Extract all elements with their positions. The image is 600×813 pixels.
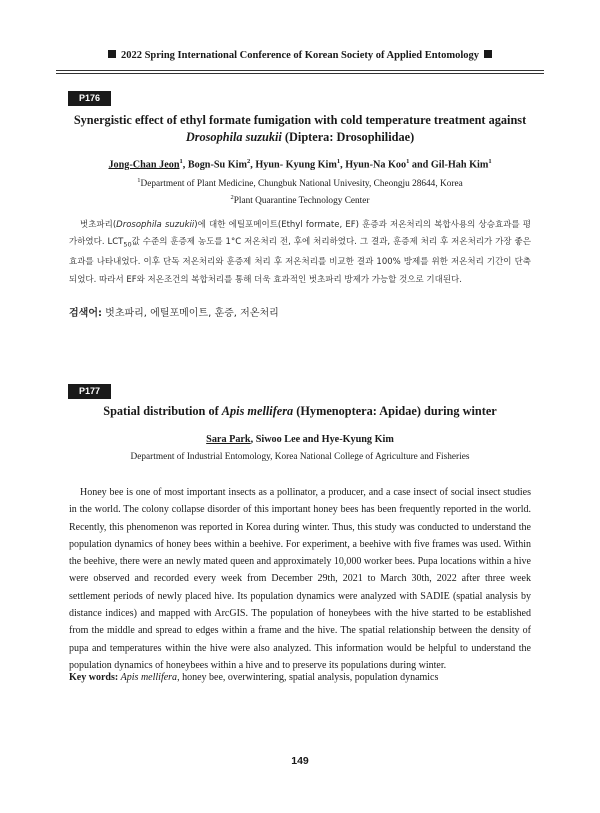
author-name: Hyun- Kyung Kim — [255, 159, 337, 171]
author-name: Hyun-Na Koo — [345, 159, 407, 171]
header-rule-top — [56, 70, 544, 71]
author-separator: , — [250, 159, 256, 171]
author-name: Bogn-Su Kim — [187, 159, 247, 171]
author-affil-mark: 2 — [247, 158, 251, 165]
abstract-species: Drosophila suzukii — [116, 220, 195, 230]
keywords-species: Apis mellifera — [120, 672, 178, 683]
conference-title: 2022 Spring International Conference of Korean Society of Applied Entomology — [120, 50, 480, 61]
author-names-rest: , Siwoo Lee and Hye-Kyung Kim — [250, 434, 394, 445]
p176-title-species: Drosophila suzukii — [185, 130, 282, 144]
square-bullet-icon — [484, 50, 492, 58]
keywords-text: 벗초파리, 에틸포메이트, 훈증, 저온처리 — [101, 308, 279, 319]
author-separator: , — [182, 159, 188, 171]
p177-title-rest: (Hymenoptera: Apidae) during winter — [293, 404, 497, 418]
p177-keywords — [69, 672, 531, 683]
abstract-text: 벗초파리( — [80, 220, 117, 230]
abstract-text: 값 수준의 훈증제 농도를 1°C 저온처리 전, 후에 처리하였다. 그 결과, 훈증제 처리 후 저온처리가 가장 좋은 효과를 나타내었다. 이후 단독 저온처리와 훈증제 처리 후 저온처리를 비교한 결과 100% 방제를 위한 저온처리 기간이 단축되었다. 따라서 EF와 저온조건의 복합처리를 통해 더욱 효과적인 벗초파리 방제가 가능할 것으로 기대된다. — [69, 237, 531, 285]
author-affil-mark: 1 — [488, 158, 492, 165]
affil-text: Department of Plant Medicine, Chungbuk National Univesity, Cheongju 28644, Korea — [140, 179, 463, 190]
p176-title-rest: (Diptera: Drosophilidae) — [281, 130, 415, 144]
abstract-subscript: 50 — [123, 240, 132, 249]
author-affil-mark: 1 — [406, 158, 410, 165]
author-affil-mark: 1 — [336, 158, 341, 165]
poster-tag-p177: P177 — [68, 384, 111, 399]
header-rule-bottom — [56, 73, 544, 74]
author-affil-mark: 1 — [179, 158, 183, 165]
abstract-text: )에 대한 에틸포메이트(Ethyl formate, EF) 훈증과 저온처리의 복합사용의 상승효과를 평가하였다. LCT — [69, 220, 531, 248]
keywords-text: , honey bee, overwintering, spatial analysis, population dynamics — [177, 672, 439, 683]
author-separator: , — [340, 159, 346, 171]
p177-authors — [56, 434, 544, 445]
p177-title-pre: Spatial distribution of — [103, 404, 222, 418]
author-name: Sara Park — [206, 434, 251, 445]
p176-title — [56, 112, 544, 146]
p176-authors — [56, 158, 544, 170]
poster-tag-p176: P176 — [68, 91, 111, 106]
author-name: Gil-Hah Kim — [430, 159, 489, 171]
p177-affiliation: Department of Industrial Entomology, Korea National College of Agriculture and Fisheries — [130, 452, 470, 462]
p176-affiliation-1 — [56, 174, 544, 191]
p176-affiliations — [56, 174, 544, 208]
p177-title-species: Apis mellifera — [221, 404, 294, 418]
keywords-label: Key words: — [69, 672, 119, 683]
author-separator: and — [409, 159, 431, 171]
author-name: Jong-Chan Jeon — [108, 159, 180, 171]
p177-abstract — [69, 484, 531, 674]
keywords-label: 검색어: — [69, 308, 102, 319]
p176-abstract — [69, 217, 531, 289]
square-bullet-icon — [108, 50, 116, 58]
affil-mark: 2 — [230, 194, 234, 202]
p176-keywords — [69, 304, 531, 319]
p176-affiliation-2 — [56, 191, 544, 208]
p176-title-line1: Synergistic effect of ethyl formate fumigation with cold temperature treatment against — [73, 113, 527, 127]
affil-text: Plant Quarantine Technology Center — [233, 196, 370, 207]
abstract-text: Honey bee is one of most important insects as a pollinator, a producer, and a case insect of social insect studies in the world. The colony collapse disorder of this important honey bees has been frequently reported in the world. Recently, this phenomenon was reported in Korea during winter. Thus, this study was conducted to understand the population dynamics of honey bees within a beehive. For experiment, a beehive with five frames was used. Within the beehive, there were an newly mated queen and approximately 10,000 worker bees. Pupa locations within a hive were observed and recorded every week from December 29th, 2021 to March 30th, 2022 after three week settlement periods of newly placed hive. Its population dynamics were analyzed with SADIE (spatial analysis by distance indices) and mapped with ArcGIS. The population of honeybees with the hive started to be established from the middle and spread to edges within a frame and the hive. The spatial relationship between the density of pupa and temperatures within the hive were also analyzed. This information would be helpful to understand the population dynamics of honeybees within a hive and to preserve its populations during winter. — [69, 487, 531, 671]
p177-title — [56, 403, 544, 420]
p176-title-line2 — [56, 129, 544, 146]
page-number: 149 — [291, 755, 309, 767]
affil-mark: 1 — [137, 177, 141, 184]
conference-header — [0, 50, 600, 61]
